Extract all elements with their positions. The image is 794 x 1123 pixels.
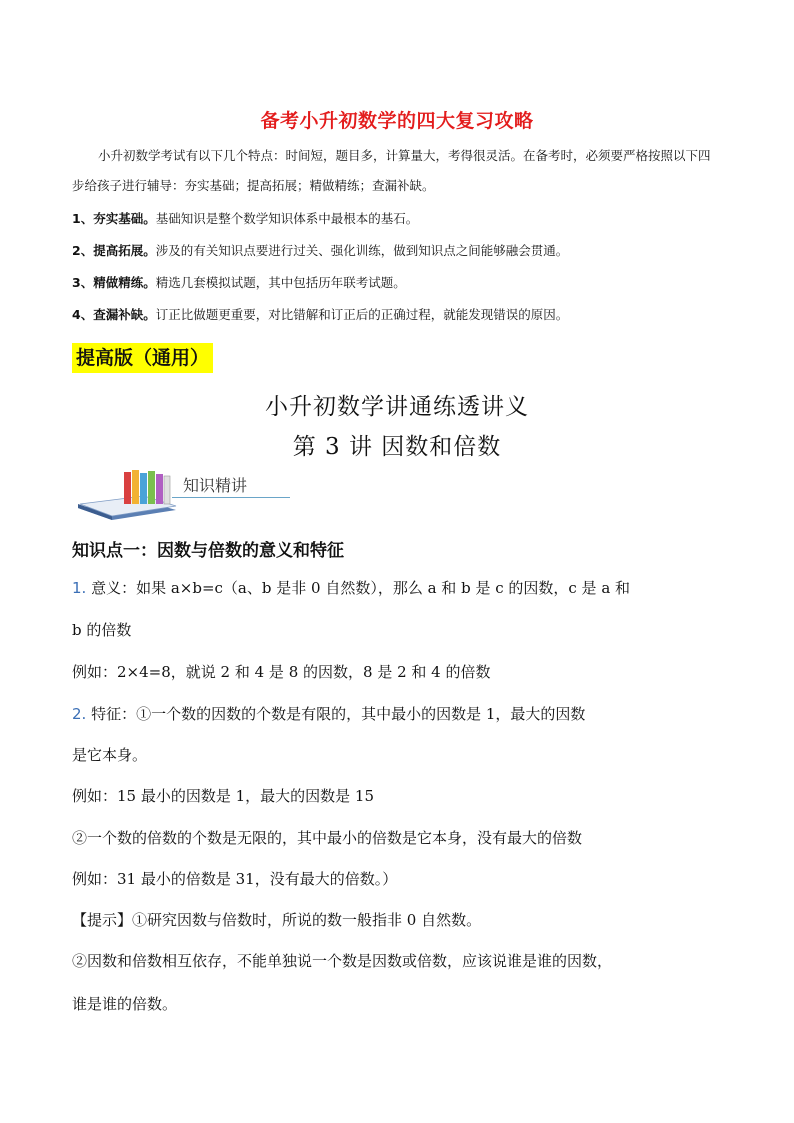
content-text-4: 特征：①一个数的因数的个数是有限的，其中最小的因数是 1，最大的因数 (86, 705, 586, 723)
point-2-text: 涉及的有关知识点要进行过关、强化训练，做到知识点之间能够融会贯通。 (155, 243, 569, 258)
content-line-6: 例如：15 最小的因数是 1，最大的因数是 15 (72, 787, 375, 805)
section-banner-label: 知识精讲 (183, 476, 248, 495)
point-1-label: 1、夯实基础。 (72, 211, 156, 226)
banner-underline (172, 497, 290, 498)
item-number-1: 1. (72, 579, 87, 597)
content-line-10: ②因数和倍数相互依存，不能单独说一个数是因数或倍数，应该说谁是谁的因数， (72, 952, 613, 970)
knowledge-point-title: 知识点一：因数与倍数的意义和特征 (72, 541, 344, 561)
point-1 (72, 209, 732, 227)
content-line-3: 例如：2×4=8，就说 2 和 4 是 8 的因数，8 是 2 和 4 的倍数 (72, 663, 491, 681)
content-line-2: b 的倍数 (72, 621, 132, 639)
point-2-label: 2、提高拓展。 (72, 243, 156, 258)
content-line-11: 谁是谁的倍数。 (72, 995, 178, 1013)
lecture-subtitle: 第 3 讲 因数和倍数 (292, 434, 502, 460)
point-3-text: 精选几套模拟试题，其中包括历年联考试题。 (155, 275, 406, 290)
page-title: 备考小升初数学的四大复习攻略 (260, 110, 534, 132)
point-1-text: 基础知识是整个数学知识体系中最根本的基石。 (155, 211, 419, 226)
content-line-4 (72, 703, 732, 724)
point-2 (72, 241, 732, 259)
intro-paragraph: 小升初数学考试有以下几个特点：时间短，题目多，计算量大，考得很灵活。在备考时，必须要严格按照以下四步给孩子进行辅导：夯实基础；提高拓展；精做精练；查漏补缺。 (72, 148, 711, 193)
point-3-label: 3、精做精练。 (72, 275, 156, 290)
item-number-2: 2. (72, 705, 87, 723)
point-4-label: 4、查漏补缺。 (72, 307, 156, 322)
lecture-title: 小升初数学讲通练透讲义 (265, 394, 529, 420)
point-3 (72, 273, 732, 291)
content-line-7: ②一个数的倍数的个数是无限的，其中最小的倍数是它本身，没有最大的倍数 (72, 829, 583, 847)
point-4-text: 订正比做题更重要，对比错解和订正后的正确过程，就能发现错误的原因。 (155, 307, 569, 322)
content-line-1 (72, 577, 732, 598)
content-text-1: 意义：如果 a×b=c（a、b 是非 0 自然数），那么 a 和 b 是 c 的因数，c 是 a 和 (86, 579, 631, 597)
version-badge: 提高版（通用） (72, 343, 213, 373)
content-line-5: 是它本身。 (72, 746, 148, 764)
content-line-9: 【提示】①研究因数与倍数时，所说的数一般指非 0 自然数。 (72, 911, 482, 929)
content-line-8: 例如：31 最小的倍数是 31，没有最大的倍数。） (72, 870, 398, 888)
point-4 (72, 305, 732, 323)
